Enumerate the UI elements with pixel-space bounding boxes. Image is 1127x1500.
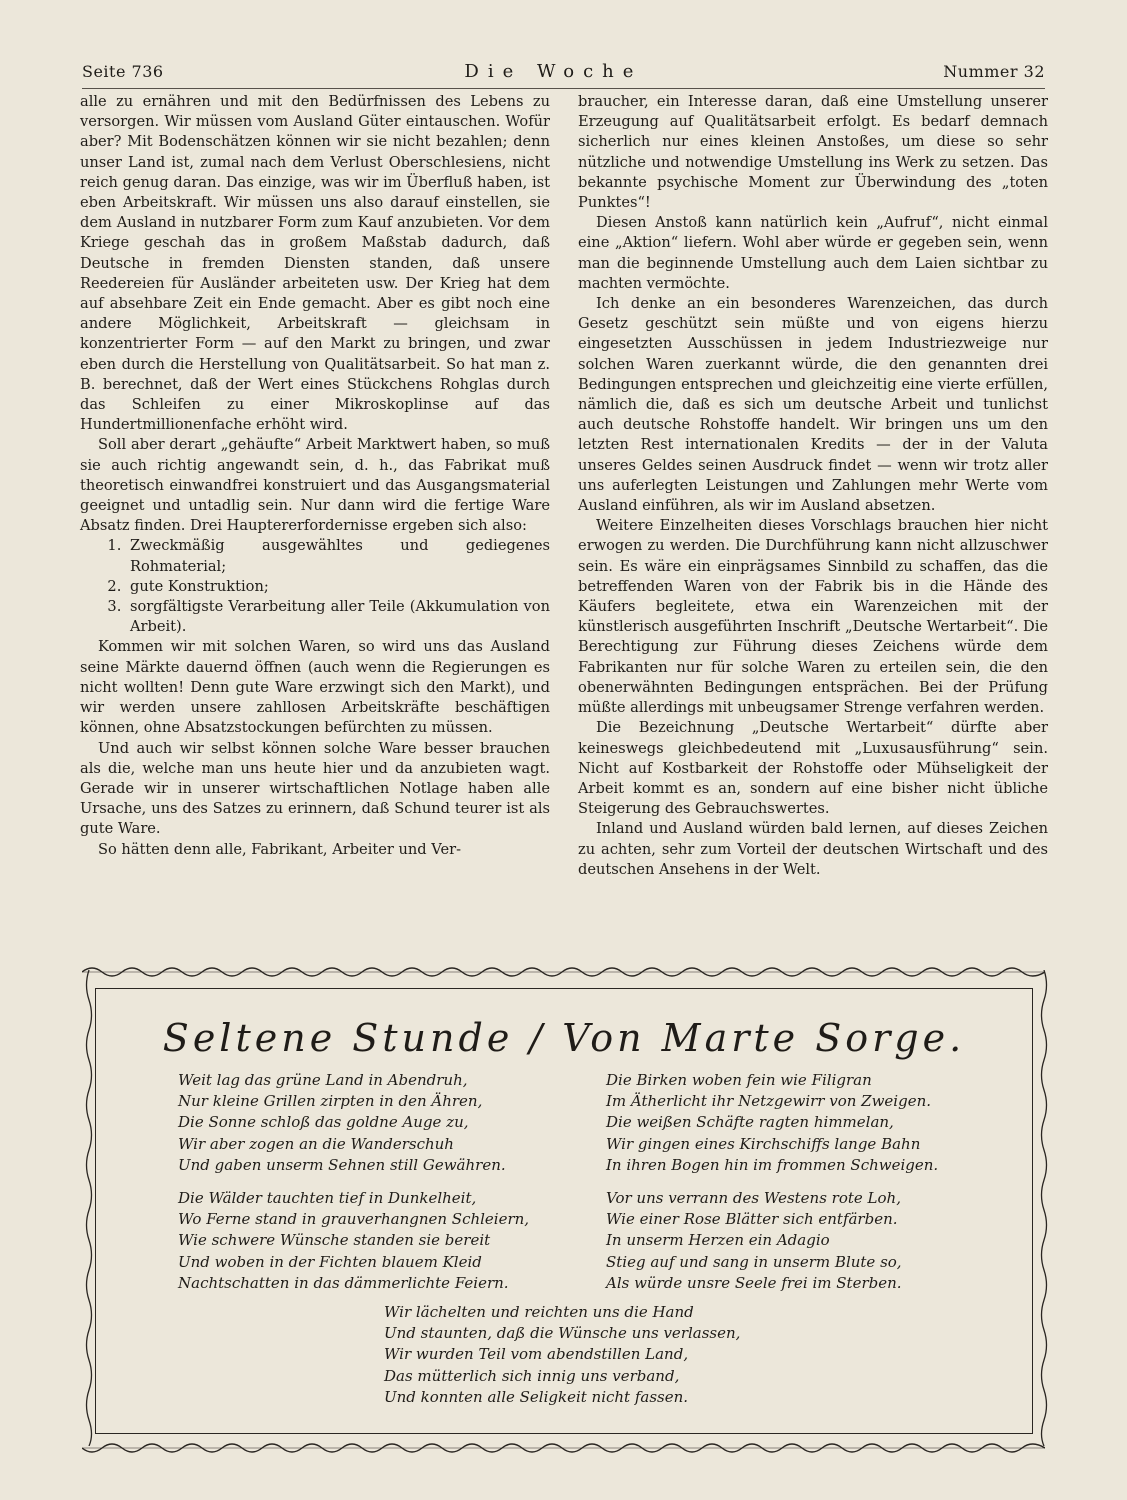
poem-line: Die Birken woben fein wie Filigran [606, 1071, 872, 1089]
list-item: 3. sorgfältigste Verarbeitung aller Teile (Akkumulation von Arbeit). [126, 597, 550, 637]
poem-stanza-3 [178, 1188, 529, 1294]
paragraph: alle zu ernähren und mit den Bedürfnissen des Lebens zu versorgen. Wir müssen vom Ausland Güter eintauschen. Wofür aber? Mit Bodenschätzen können wir sie nicht bezahlen; denn unser Land ist, zumal nach dem Verlust Oberschlesiens, nicht reich genug daran. Das einzige, was wir im Überfluß haben, ist eben Arbeitskraft. Wir müssen uns also darauf einstellen, sie dem Ausland in nutzbarer Form zum Kauf anzubieten. Vor dem Kriege geschah das in großem Maßstab dadurch, daß Deutsche in fremden Diensten standen, daß unsere Reedereien für Ausländer arbeiteten usw. Der Krieg hat dem auf absehbare Zeit ein Ende gemacht. Aber es gibt noch eine andere Möglichkeit, Arbeitskraft — gleichsam in konzentrierter Form — auf den Markt zu bringen, und zwar eben durch die Herstellung von Qualitätsarbeit. So hat man z. B. berechnet, daß der Wert eines Stückchens Rohglas durch das Schleifen zu einer Mikroskoplinse auf das Hundertmillionenfache erhöht wird. [80, 93, 550, 434]
ornament-border-bottom [82, 1438, 1045, 1458]
poem-stanza-2 [606, 1070, 938, 1176]
journal-title: Die Woche [464, 60, 643, 82]
poem-line: Wir lächelten und reichten uns die Hand [384, 1303, 694, 1321]
list-item: 1. Zweckmäßig ausgewähltes und gediegenes Rohmaterial; [126, 536, 550, 576]
header-divider [82, 88, 1045, 89]
poem-line: Wir aber zogen an die Wanderschuh [178, 1134, 454, 1153]
poem-line: Wir gingen eines Kirchschiffs lange Bahn [606, 1134, 921, 1153]
poem-line: Im Ätherlicht ihr Netzgewirr von Zweigen. [606, 1092, 932, 1111]
poem-line: Wir wurden Teil vom abendstillen Land, [384, 1345, 689, 1364]
paragraph: Inland und Ausland würden bald lernen, auf dieses Zeichen zu achten, sehr zum Vorteil der deutschen Wirtschaft und des deutschen Ansehens in der Welt. [578, 820, 1048, 878]
ornament-border-top [82, 962, 1045, 982]
paragraph: Ich denke an ein besonderes Warenzeichen, das durch Gesetz geschützt sein müßte und von eigens hierzu eingesetzten Ausschüssen in jedem Industriezweige nur solchen Waren zuerkannt würde, die den genannten drei Bedingungen entsprechen und gleichzeitig eine vierte erfüllen, nämlich die, daß es sich um deutsche Arbeit und tunlichst auch deutsche Rohstoffe handelt. Wir bringen uns um den letzten Rest internationalen Kredits — der in der Valuta unseres Geldes seinen Ausdruck findet — wenn wir trotz aller uns auferlegten Leistungen und Zahlungen mehr Werte vom Ausland einführen, als wir im Ausland absetzen. [578, 295, 1048, 515]
poem-line: Und staunten, daß die Wünsche uns verlassen, [384, 1324, 741, 1343]
paragraph: Und auch wir selbst können solche Ware besser brauchen als die, welche man uns heute hier und da anzubieten wagt. Gerade wir in unserer wirtschaftlichen Notlage haben alle Ursache, uns des Satzes zu erinnern, daß Schund teurer ist als gute Ware. [80, 739, 550, 838]
poem-stanza-4 [606, 1188, 902, 1294]
paragraph: braucher, ein Interesse daran, daß eine Umstellung unserer Erzeugung auf Qualitätsarbeit erfolgt. Es bedarf demnach sicherlich nur eines kleinen Anstoßes, um diese so sehr nützliche und notwendige Umstellung ins Werk zu setzen. Das bekannte psychische Moment zur Überwindung des „toten Punktes“! [578, 93, 1048, 212]
poem-line: Und woben in der Fichten blauem Kleid [178, 1252, 482, 1271]
poem-line: In ihren Bogen hin im frommen Schweigen. [606, 1155, 939, 1174]
paragraph: Diesen Anstoß kann natürlich kein „Aufruf“, nicht einmal eine „Aktion“ liefern. Wohl aber würde er gegeben sein, wenn man die beginnende Umstellung auch dem Laien sichtbar zu machten vermöchte. [578, 214, 1048, 292]
poem-line: Wie schwere Wünsche standen sie bereit [178, 1231, 491, 1250]
poem-line: In unserm Herzen ein Adagio [606, 1231, 830, 1250]
ornament-border-left [82, 970, 96, 1446]
poem-line: Vor uns verrann des Westens rote Loh, [606, 1189, 901, 1207]
article-left-column [80, 92, 550, 860]
poem-line: Weit lag das grüne Land in Abendruh, [178, 1071, 468, 1089]
paragraph: So hätten denn alle, Fabrikant, Arbeiter und Ver- [98, 840, 461, 858]
poem-line: Nur kleine Grillen zirpten in den Ähren, [178, 1092, 483, 1111]
paragraph: Soll aber derart „gehäufte“ Arbeit Marktwert haben, so muß sie auch richtig angewandt sein, d. h., das Fabrikat muß theoretisch einwandfrei konstruiert und das Ausgangsmaterial geeignet und untadlig sein. Nur dann wird die fertige Ware Absatz finden. Drei Hauptererfordernisse ergeben sich also: [80, 436, 550, 535]
article-right-column [578, 92, 1048, 880]
poem-line: Wo Ferne stand in grauverhangnen Schleiern, [178, 1210, 530, 1229]
poem-line: Die Wälder tauchten tief in Dunkelheit, [178, 1189, 477, 1207]
poem-line: Nachtschatten in das dämmerlichte Feiern. [178, 1273, 509, 1292]
page-header [82, 56, 1045, 86]
poem-line: Und konnten alle Seligkeit nicht fassen. [384, 1387, 689, 1406]
requirements-list [80, 536, 550, 637]
issue-number: Nummer 32 [943, 61, 1045, 81]
list-item: 2. gute Konstruktion; [126, 577, 550, 597]
paragraph: Kommen wir mit solchen Waren, so wird uns das Ausland seine Märkte dauernd öffnen (auch wenn die Regierungen es nicht wollten! Denn gute Ware erzwingt sich den Markt), und wir werden unsere zahllosen Arbeitskräfte beschäftigen können, ohne Absatzstockungen befürchten zu müssen. [80, 638, 550, 737]
paragraph: Die Bezeichnung „Deutsche Wertarbeit“ dürfte aber keineswegs gleichbedeutend mit „Luxusausführung“ sein. Nicht auf Kostbarkeit der Rohstoffe oder Mühseligkeit der Arbeit kommt es an, sondern auf eine bisher nicht übliche Steigerung des Gebrauchswertes. [578, 719, 1048, 818]
poem-stanza-5 [384, 1302, 740, 1408]
poem-line: Die Sonne schloß das goldne Auge zu, [178, 1113, 469, 1132]
poem-line: Das mütterlich sich innig uns verband, [384, 1366, 680, 1385]
poem-line: Und gaben unserm Sehnen still Gewähren. [178, 1155, 506, 1174]
poem-line: Stieg auf und sang in unserm Blute so, [606, 1252, 902, 1271]
poem-stanza-1 [178, 1070, 506, 1176]
ornament-border-right [1037, 970, 1051, 1446]
poem-title: Seltene Stunde / Von Marte Sorge. [162, 1016, 966, 1060]
paragraph: Weitere Einzelheiten dieses Vorschlags brauchen hier nicht erwogen zu werden. Die Durchführung kann nicht allzuschwer sein. Es wäre ein einprägsames Sinnbild zu schaffen, das die betreffenden Waren von der Fabrik bis in die Hände des Käufers begleitete, etwa ein Warenzeichen mit der künstlerisch ausgeführten Inschrift „Deutsche Wertarbeit“. Die Berechtigung zur Führung dieses Zeichens würde dem Fabrikanten nur für solche Waren zu erteilen sein, die den obenerwähnten Bedingungen entsprächen. Bei der Prüfung müßte allerdings mit unbeugsamer Strenge verfahren werden. [578, 517, 1048, 717]
poem-line: Wie einer Rose Blätter sich entfärben. [606, 1210, 898, 1229]
poem-line: Die weißen Schäfte ragten himmelan, [606, 1113, 894, 1132]
page-number: Seite 736 [82, 61, 164, 81]
poem-line: Als würde unsre Seele frei im Sterben. [606, 1273, 902, 1292]
